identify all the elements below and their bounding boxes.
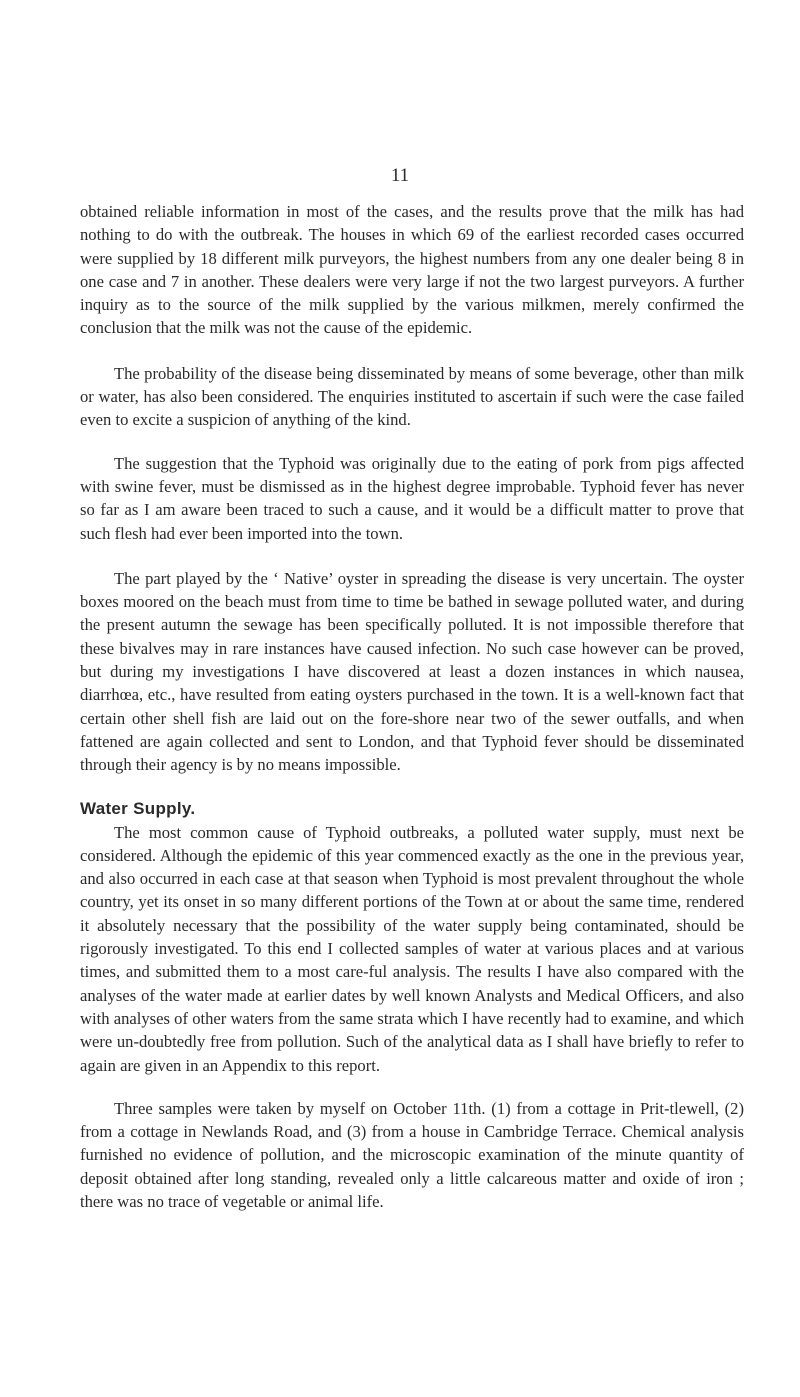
paragraph-pork: The suggestion that the Typhoid was originally due to the eating of pork from pigs affected with swine fever, must be dismissed as in the highest degree improbable. Typhoid fever has never so far as I am aware been traced to such a cause, and it would be a difficult matter to prove that such flesh had ever been imported into the town. (80, 453, 744, 543)
paragraph-water-supply: The most common cause of Typhoid outbreaks, a polluted water supply, must next be considered. Although the epidemic of this year commenced exactly as the one in the previous year, and also occurred in each case at that season when Typhoid is most prevalent throughout the whole country, yet its onset in so many different portions of the Town at or about the same time, rendered it absolutely necessary that the possibility of the water supply being contaminated, should be rigorously investigated. To this end I collected samples of water at various places and at various times, and submitted them to a most care-ful analysis. The results I have also compared with the analyses of the water made at earlier dates by well known Analysts and Medical Officers, and also with analyses of other waters from the same strata which I have recently had to examine, and which were un-doubtedly free from pollution. Such of the analytical data as I shall have briefly to refer to again are given in an Appendix to this report. (80, 822, 744, 1075)
body-text (80, 200, 744, 1213)
page-number: 11 (390, 165, 410, 186)
paragraph-beverage: The probability of the disease being disseminated by means of some beverage, other than milk or water, has also been considered. The enquiries instituted to ascertain if such were the case failed even to excite a suspicion of anything of the kind. (80, 363, 744, 430)
paragraph-samples: Three samples were taken by myself on October 11th. (1) from a cottage in Prit-tlewell, (2) from a cottage in Newlands Road, and (3) from a house in Cambridge Terrace. Chemical analysis furnished no evidence of pollution, and the microscopic examination of the minute quantity of deposit obtained after long standing, revealed only a little calcareous matter and oxide of iron ; there was no trace of vegetable or animal life. (80, 1098, 744, 1211)
paragraph-oyster: The part played by the ‘ Native’ oyster in spreading the disease is very uncertain. The oyster boxes moored on the beach must from time to time be bathed in sewage polluted water, and during the present autumn the sewage has been specifically polluted. It is not impossible therefore that these bivalves may in rare instances have caused infection. No such case however can be proved, but during my investigations I have discovered at least a dozen instances in which nausea, diarrhœa, etc., have resulted from eating oysters purchased in the town. It is a well-known fact that certain other shell fish are laid out on the fore-shore near two of the sewer outfalls, and when fattened are again collected and sent to London, and that Typhoid fever should be disseminated through their agency is by no means impossible. (80, 568, 744, 775)
paragraph-milk-conclusion: obtained reliable information in most of the cases, and the results prove that the milk has had nothing to do with the outbreak. The houses in which 69 of the earliest recorded cases occurred were supplied by 18 different milk purveyors, the highest numbers from any one dealer being 8 in one case and 7 in another. These dealers were very large if not the two largest purveyors. A further inquiry as to the source of the milk supplied by the various milkmen, merely confirmed the conclusion that the milk was not the cause of the epidemic. (80, 202, 744, 338)
section-heading-water-supply: Water Supply. (80, 798, 196, 818)
